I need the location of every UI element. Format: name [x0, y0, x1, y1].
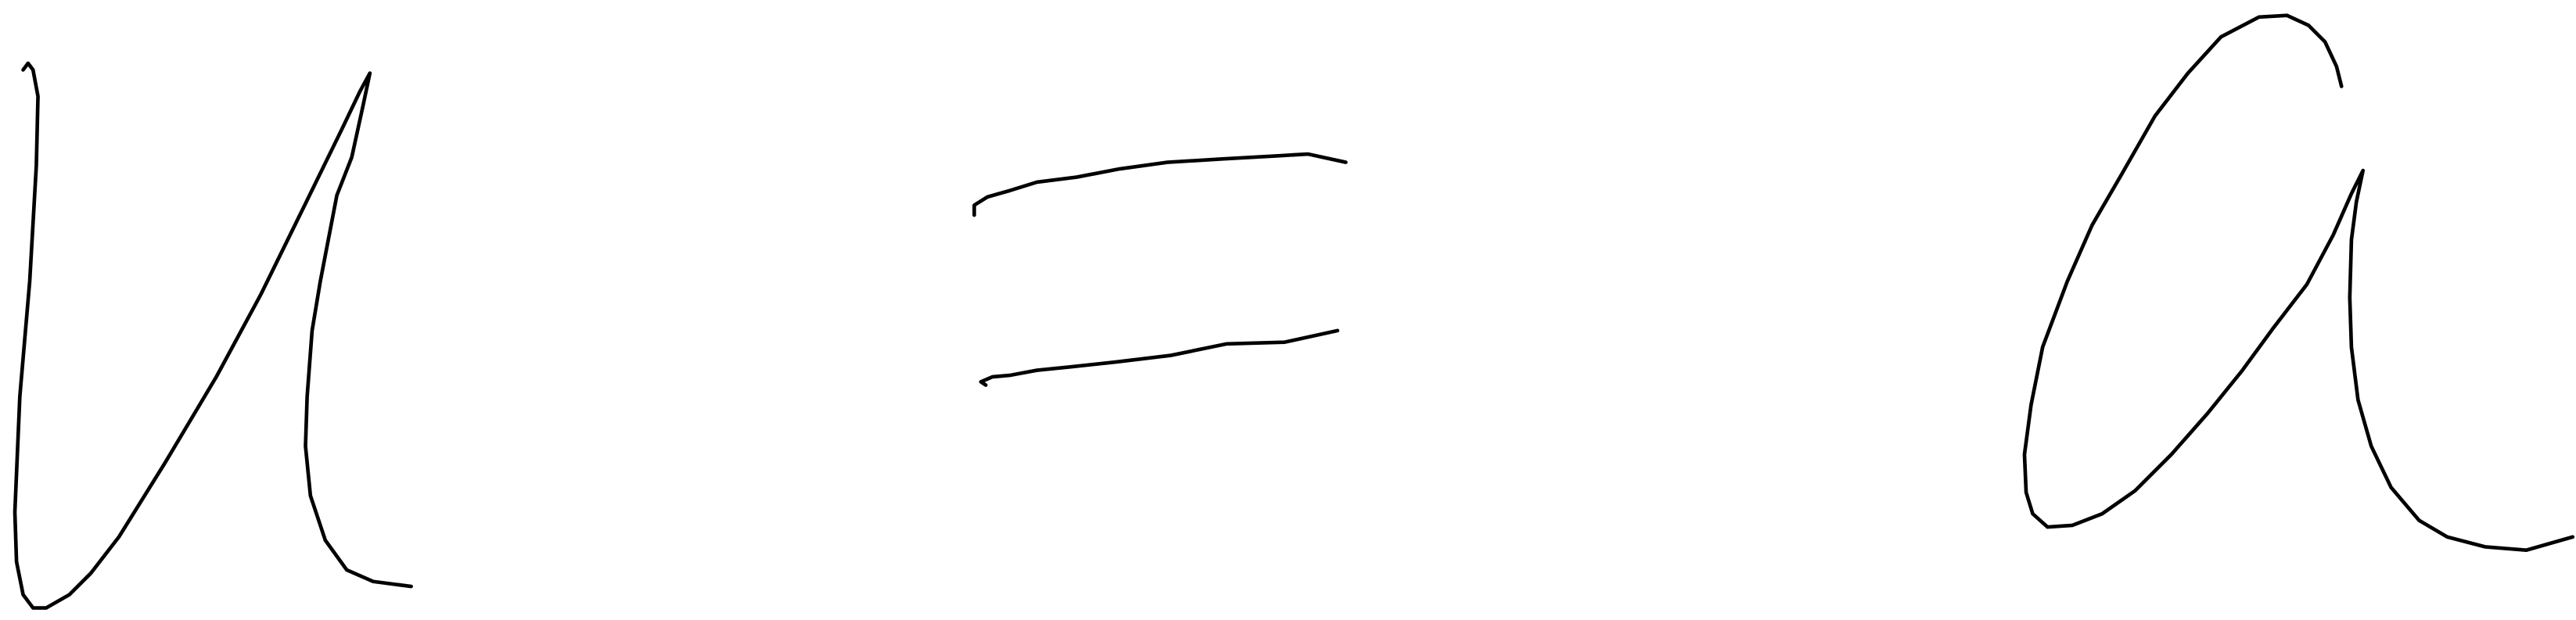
canvas-background: [0, 1, 2576, 620]
